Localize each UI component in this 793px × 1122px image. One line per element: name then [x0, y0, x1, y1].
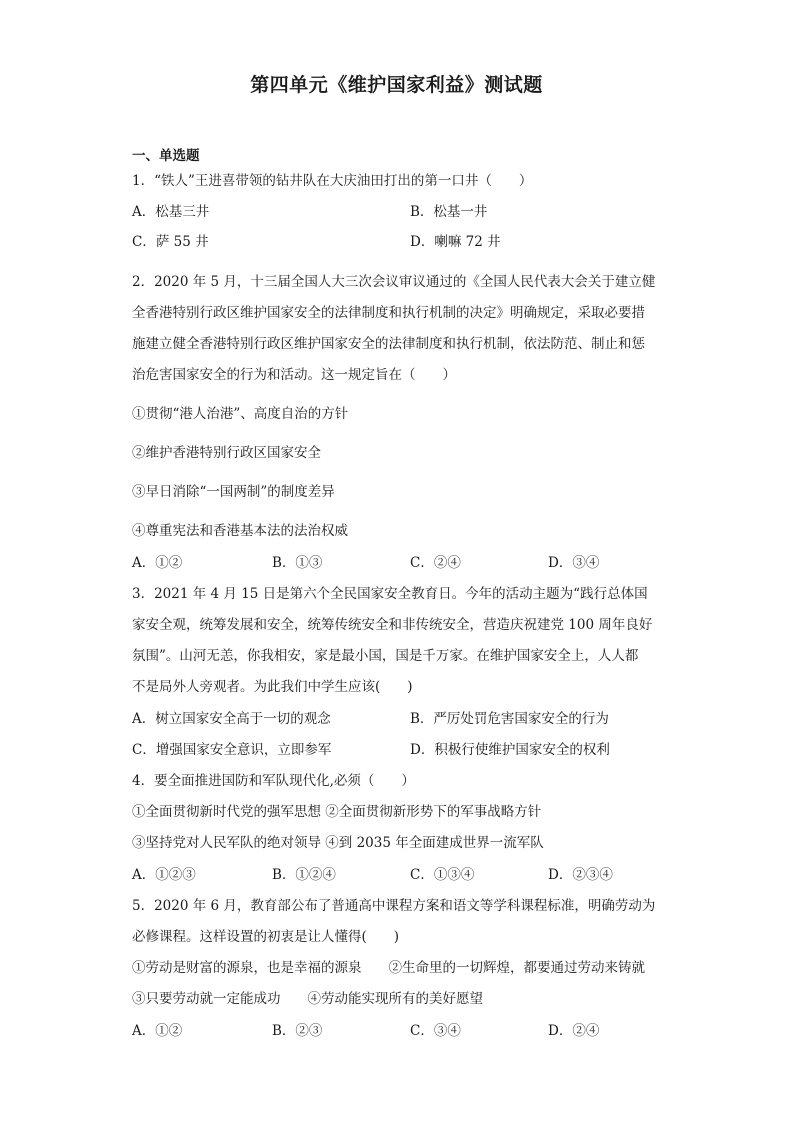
q1-option-d: D．喇嘛 72 井 [410, 234, 501, 250]
q5-option-a: A．①② [132, 1023, 183, 1039]
q5-option-b: B．②③ [272, 1023, 323, 1039]
q4-item-line-1: ①全面贯彻新时代党的强军思想 ②全面贯彻新形势下的军事战略方针 [132, 804, 542, 820]
q3-stem-line-4: 不是局外人旁观者。为此我们中学生应该( ) [132, 679, 413, 695]
q3-option-a: A．树立国家安全高于一切的观念 [132, 711, 331, 727]
q4-stem: 4．要全面推进国防和军队现代化,必须（ ） [132, 773, 415, 789]
q3-option-d: D．积极行使维护国家安全的权利 [410, 742, 610, 758]
q1-option-c: C．萨 55 井 [132, 234, 209, 250]
q1-stem: 1．“铁人”王进喜带领的钻井队在大庆油田打出的第一口井（ ） [132, 173, 533, 189]
q2-stem-line-2: 全香港特别行政区维护国家安全的法律制度和执行机制的决定》明确规定，采取必要措 [132, 305, 645, 321]
q4-option-b: B．①②④ [272, 867, 336, 883]
q2-stem-line-4: 治危害国家安全的行为和活动。这一规定旨在（ ） [132, 367, 456, 383]
q3-option-b: B．严厉处罚危害国家安全的行为 [410, 711, 609, 727]
q5-stem-line-2: 必修课程。这样设置的初衷是让人懂得( ) [132, 929, 400, 945]
q2-option-b: B．①③ [272, 555, 323, 571]
section-heading: 一、单选题 [132, 148, 200, 164]
q3-stem-line-2: 家安全观，统筹发展和安全，统筹传统安全和非传统安全，营造庆祝建党 100 周年良好 [132, 617, 653, 633]
q5-stem-line-1: 5．2020 年 6 月，教育部公布了普通高中课程方案和语文等学科课程标准，明确劳动为 [132, 898, 656, 914]
q5-item-line-1: ①劳动是财富的源泉，也是幸福的源泉 ②生命里的一切辉煌，都要通过劳动来铸就 [132, 960, 645, 976]
q4-option-c: C．①③④ [410, 867, 475, 883]
q2-option-c: C．②④ [410, 555, 461, 571]
q5-option-c: C．③④ [410, 1023, 461, 1039]
q3-option-c: C．增强国家安全意识，立即参军 [132, 742, 332, 758]
q2-stem-line-3: 施建立健全香港特别行政区维护国家安全的法律制度和执行机制，依法防范、制止和惩 [132, 336, 645, 352]
q1-option-a: A．松基三井 [132, 204, 210, 220]
q2-option-d: D．③④ [548, 555, 600, 571]
q2-option-a: A．①② [132, 555, 183, 571]
q2-item-1: ①贯彻“港人治港”、高度自治的方针 [132, 406, 349, 422]
q2-item-2: ②维护香港特别行政区国家安全 [132, 445, 321, 461]
q4-item-line-2: ③坚持党对人民军队的绝对领导 ④到 2035 年全面建成世界一流军队 [132, 835, 544, 851]
q2-stem-line-1: 2．2020 年 5 月，十三届全国人大三次会议审议通过的《全国人民代表大会关于建立健 [132, 274, 656, 290]
q3-stem-line-1: 3．2021 年 4 月 15 日是第六个全民国家安全教育日。今年的活动主题为“践行总体国 [132, 586, 648, 602]
q2-item-4: ④尊重宪法和香港基本法的法治权威 [132, 523, 348, 539]
q3-stem-line-3: 氛围”。山河无恙，你我相安，家是最小国，国是千万家。在维护国家安全上，人人都 [132, 648, 639, 664]
q1-option-b: B．松基一井 [410, 204, 488, 220]
q4-option-a: A．①②③ [132, 867, 196, 883]
page-title: 第四单元《维护国家利益》测试题 [250, 74, 543, 96]
q4-option-d: D．②③④ [548, 867, 613, 883]
q2-item-3: ③早日消除“一国两制”的制度差异 [132, 484, 335, 500]
q5-item-line-2: ③只要劳动就一定能成功 ④劳动能实现所有的美好愿望 [132, 991, 483, 1007]
q5-option-d: D．②④ [548, 1023, 600, 1039]
